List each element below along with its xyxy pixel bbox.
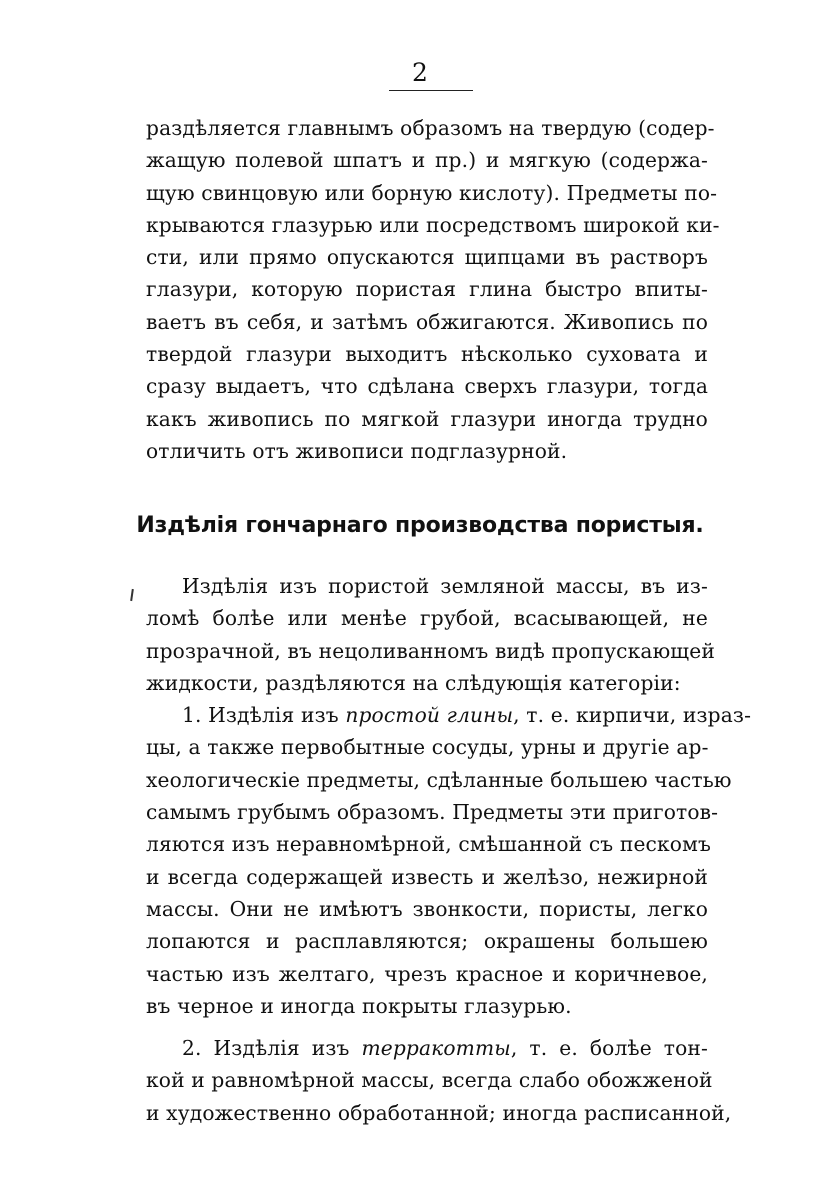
text-line: хеологическіе предметы, сдѣланные большею частью xyxy=(146,767,732,792)
text-line: сти, или прямо опускаются щипцами въ растворъ xyxy=(146,245,708,270)
text-line: въ черное и иногда покрыты глазурью. xyxy=(146,993,572,1018)
text-line: крываются глазурью или посредствомъ широкой ки- xyxy=(146,212,720,237)
text-line: массы. Они не имѣютъ звонкости, пористы, легко xyxy=(146,896,708,921)
emphasis-term: простой глины xyxy=(345,703,514,728)
page-number-rule xyxy=(389,90,473,91)
text-line: жащую полевой шпатъ и пр.) и мягкую (содержа- xyxy=(146,148,708,173)
text-line: ляются изъ неравномѣрной, смѣшанной съ пескомъ xyxy=(146,832,711,857)
text-line xyxy=(146,699,752,731)
text-line: и художественно обработанной; иногда расписанной, xyxy=(146,1100,732,1125)
text-line: частью изъ желтаго, чрезъ красное и коричневое, xyxy=(146,961,708,986)
text-line xyxy=(146,1032,708,1064)
text-line: какъ живопись по мягкой глазури иногда трудно xyxy=(146,406,708,431)
stray-print-mark xyxy=(130,589,134,601)
text-line: и всегда содержащей известь и желѣзо, нежирной xyxy=(146,864,708,889)
text-line: лопаются и расплавляются; окрашены большею xyxy=(146,929,708,954)
text-run: 1. Издѣлія изъ xyxy=(182,703,346,728)
text-line: ломѣ болѣе или менѣе грубой, всасывающей, не xyxy=(146,606,708,631)
text-run: , т. е. кирпичи, израз- xyxy=(513,703,752,728)
text-line: прозрачной, въ нецоливанномъ видѣ пропускающей xyxy=(146,638,715,663)
text-run: 2. Издѣлія изъ xyxy=(182,1036,362,1061)
page-number: 2 xyxy=(412,58,428,87)
text-line: цы, а также первобытные сосуды, урны и другіе ар- xyxy=(146,735,709,760)
text-line: ваетъ въ себя, и затѣмъ обжигаются. Живопись по xyxy=(146,309,708,334)
paragraph-glaze xyxy=(146,112,720,467)
text-line: раздѣляется главнымъ образомъ на твердую (содер- xyxy=(146,116,715,140)
section-heading: Издѣлія гончарнаго производства пористыя. xyxy=(136,513,704,538)
text-line: сразу выдаетъ, что сдѣлана сверхъ глазури, тогда xyxy=(146,374,708,399)
paragraph-porous-wares xyxy=(146,570,752,1129)
text-line: глазури, которую пористая глина быстро впиты- xyxy=(146,277,708,302)
text-line: самымъ грубымъ образомъ. Предметы эти приготов- xyxy=(146,800,719,825)
text-line: жидкости, раздѣляются на слѣдующія категоріи: xyxy=(146,670,681,695)
text-line: кой и равномѣрной массы, всегда слабо обожженой xyxy=(146,1068,713,1093)
text-line: Издѣлія изъ пористой земляной массы, въ из- xyxy=(182,574,708,598)
emphasis-term: терракотты xyxy=(361,1036,511,1061)
text-line: щую свинцовую или борную кислоту). Предметы по- xyxy=(146,180,718,205)
text-line: отличить отъ живописи подглазурной. xyxy=(146,438,568,463)
text-line: твердой глазури выходитъ нѣсколько суховата и xyxy=(146,342,708,367)
text-run: , т. е. болѣе тон- xyxy=(510,1036,708,1061)
